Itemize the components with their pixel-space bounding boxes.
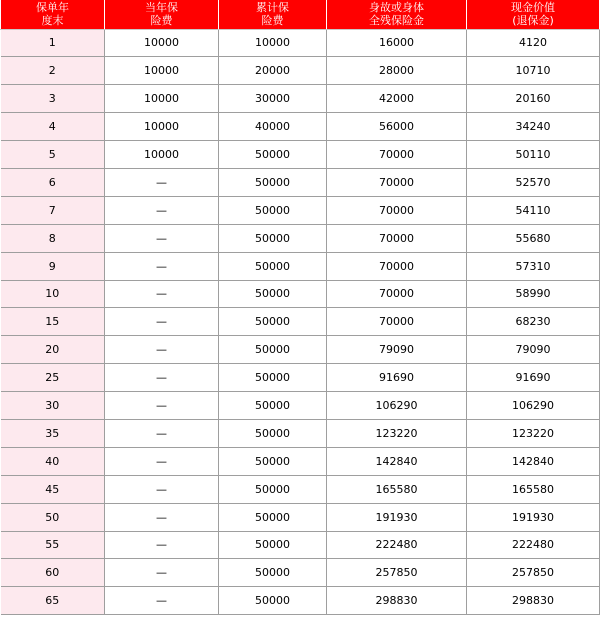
annual-premium-cell: 10000: [105, 141, 219, 169]
cash-value-cell: 91690: [467, 364, 600, 392]
annual-premium-cell: —: [105, 196, 219, 224]
year-cell: 40: [1, 447, 105, 475]
year-cell: 55: [1, 531, 105, 559]
cash-value-cell: 165580: [467, 475, 600, 503]
cash-value-cell: 20160: [467, 85, 600, 113]
table-row: [1, 168, 600, 196]
table-row: [1, 57, 600, 85]
table-row: [1, 364, 600, 392]
death-benefit-cell: 106290: [327, 392, 467, 420]
cash-value-cell: 10710: [467, 57, 600, 85]
year-cell: 30: [1, 392, 105, 420]
annual-premium-cell: —: [105, 336, 219, 364]
annual-premium-cell: —: [105, 587, 219, 615]
header-line: 度末: [41, 14, 64, 28]
table-row: [1, 392, 600, 420]
death-benefit-cell: 142840: [327, 447, 467, 475]
table-row: [1, 141, 600, 169]
cash-value-cell: 298830: [467, 587, 600, 615]
year-cell: 10: [1, 280, 105, 308]
cumulative-premium-cell: 50000: [219, 252, 327, 280]
cash-value-cell: 54110: [467, 196, 600, 224]
cumulative-premium-cell: 50000: [219, 196, 327, 224]
death-benefit-cell: 70000: [327, 308, 467, 336]
header-policy-year-end: [1, 0, 105, 29]
cash-value-cell: 4120: [467, 29, 600, 57]
year-cell: 25: [1, 364, 105, 392]
header-annual-premium: [105, 0, 219, 29]
year-cell: 35: [1, 419, 105, 447]
table-row: [1, 252, 600, 280]
cash-value-cell: 222480: [467, 531, 600, 559]
cumulative-premium-cell: 50000: [219, 587, 327, 615]
annual-premium-cell: —: [105, 503, 219, 531]
header-cash-value: [467, 0, 600, 29]
header-line: 现金价值: [511, 1, 555, 15]
header-line: 身故或身体: [369, 1, 424, 15]
death-benefit-cell: 70000: [327, 141, 467, 169]
year-cell: 45: [1, 475, 105, 503]
death-benefit-cell: 70000: [327, 196, 467, 224]
cumulative-premium-cell: 50000: [219, 224, 327, 252]
death-benefit-cell: 28000: [327, 57, 467, 85]
table-row: [1, 113, 600, 141]
table-row: [1, 559, 600, 587]
annual-premium-cell: —: [105, 392, 219, 420]
year-cell: 6: [1, 168, 105, 196]
cumulative-premium-cell: 10000: [219, 29, 327, 57]
table-row: [1, 224, 600, 252]
cumulative-premium-cell: 20000: [219, 57, 327, 85]
annual-premium-cell: 10000: [105, 113, 219, 141]
header-row: [1, 0, 600, 29]
header-line: 险费: [150, 14, 173, 28]
cash-value-cell: 257850: [467, 559, 600, 587]
annual-premium-cell: —: [105, 252, 219, 280]
header-death-disability-benefit: [327, 0, 467, 29]
death-benefit-cell: 70000: [327, 280, 467, 308]
cash-value-cell: 68230: [467, 308, 600, 336]
header-line: 全残保险金: [369, 14, 424, 28]
cash-value-cell: 191930: [467, 503, 600, 531]
year-cell: 9: [1, 252, 105, 280]
annual-premium-cell: —: [105, 419, 219, 447]
annual-premium-cell: —: [105, 447, 219, 475]
table-row: [1, 447, 600, 475]
table-row: [1, 419, 600, 447]
table-row: [1, 503, 600, 531]
cumulative-premium-cell: 40000: [219, 113, 327, 141]
cumulative-premium-cell: 50000: [219, 447, 327, 475]
cumulative-premium-cell: 50000: [219, 531, 327, 559]
annual-premium-cell: 10000: [105, 29, 219, 57]
death-benefit-cell: 79090: [327, 336, 467, 364]
table-row: [1, 29, 600, 57]
death-benefit-cell: 56000: [327, 113, 467, 141]
cash-value-cell: 79090: [467, 336, 600, 364]
year-cell: 65: [1, 587, 105, 615]
cash-value-cell: 142840: [467, 447, 600, 475]
cumulative-premium-cell: 50000: [219, 392, 327, 420]
cumulative-premium-cell: 50000: [219, 475, 327, 503]
death-benefit-cell: 70000: [327, 168, 467, 196]
cumulative-premium-cell: 50000: [219, 308, 327, 336]
cumulative-premium-cell: 50000: [219, 364, 327, 392]
death-benefit-cell: 70000: [327, 252, 467, 280]
header-cumulative-premium: [219, 0, 327, 29]
death-benefit-cell: 16000: [327, 29, 467, 57]
cash-value-cell: 57310: [467, 252, 600, 280]
death-benefit-cell: 165580: [327, 475, 467, 503]
cash-value-cell: 50110: [467, 141, 600, 169]
annual-premium-cell: —: [105, 475, 219, 503]
cash-value-cell: 34240: [467, 113, 600, 141]
table-row: [1, 531, 600, 559]
year-cell: 20: [1, 336, 105, 364]
cumulative-premium-cell: 50000: [219, 280, 327, 308]
year-cell: 4: [1, 113, 105, 141]
table-header: [1, 0, 600, 29]
cumulative-premium-cell: 30000: [219, 85, 327, 113]
header-line: 保单年: [36, 1, 69, 15]
year-cell: 1: [1, 29, 105, 57]
header-line: (退保金): [512, 14, 554, 28]
death-benefit-cell: 257850: [327, 559, 467, 587]
year-cell: 60: [1, 559, 105, 587]
cumulative-premium-cell: 50000: [219, 503, 327, 531]
cumulative-premium-cell: 50000: [219, 559, 327, 587]
table-row: [1, 475, 600, 503]
table-row: [1, 336, 600, 364]
year-cell: 7: [1, 196, 105, 224]
header-line: 当年保: [145, 1, 178, 15]
annual-premium-cell: 10000: [105, 85, 219, 113]
year-cell: 5: [1, 141, 105, 169]
death-benefit-cell: 70000: [327, 224, 467, 252]
annual-premium-cell: —: [105, 308, 219, 336]
cumulative-premium-cell: 50000: [219, 141, 327, 169]
table-row: [1, 308, 600, 336]
cash-value-cell: 58990: [467, 280, 600, 308]
cumulative-premium-cell: 50000: [219, 168, 327, 196]
header-line: 累计保: [256, 1, 289, 15]
death-benefit-cell: 42000: [327, 85, 467, 113]
table-row: [1, 280, 600, 308]
year-cell: 3: [1, 85, 105, 113]
death-benefit-cell: 91690: [327, 364, 467, 392]
table-body: [1, 29, 600, 615]
death-benefit-cell: 191930: [327, 503, 467, 531]
header-line: 险费: [261, 14, 284, 28]
annual-premium-cell: —: [105, 559, 219, 587]
annual-premium-cell: 10000: [105, 57, 219, 85]
year-cell: 15: [1, 308, 105, 336]
year-cell: 50: [1, 503, 105, 531]
annual-premium-cell: —: [105, 224, 219, 252]
year-cell: 2: [1, 57, 105, 85]
cumulative-premium-cell: 50000: [219, 336, 327, 364]
table-row: [1, 196, 600, 224]
annual-premium-cell: —: [105, 531, 219, 559]
cash-value-cell: 55680: [467, 224, 600, 252]
annual-premium-cell: —: [105, 280, 219, 308]
death-benefit-cell: 123220: [327, 419, 467, 447]
annual-premium-cell: —: [105, 364, 219, 392]
cash-value-cell: 52570: [467, 168, 600, 196]
annual-premium-cell: —: [105, 168, 219, 196]
death-benefit-cell: 222480: [327, 531, 467, 559]
table-row: [1, 587, 600, 615]
death-benefit-cell: 298830: [327, 587, 467, 615]
cumulative-premium-cell: 50000: [219, 419, 327, 447]
year-cell: 8: [1, 224, 105, 252]
cash-value-cell: 106290: [467, 392, 600, 420]
table-row: [1, 85, 600, 113]
cash-value-cell: 123220: [467, 419, 600, 447]
